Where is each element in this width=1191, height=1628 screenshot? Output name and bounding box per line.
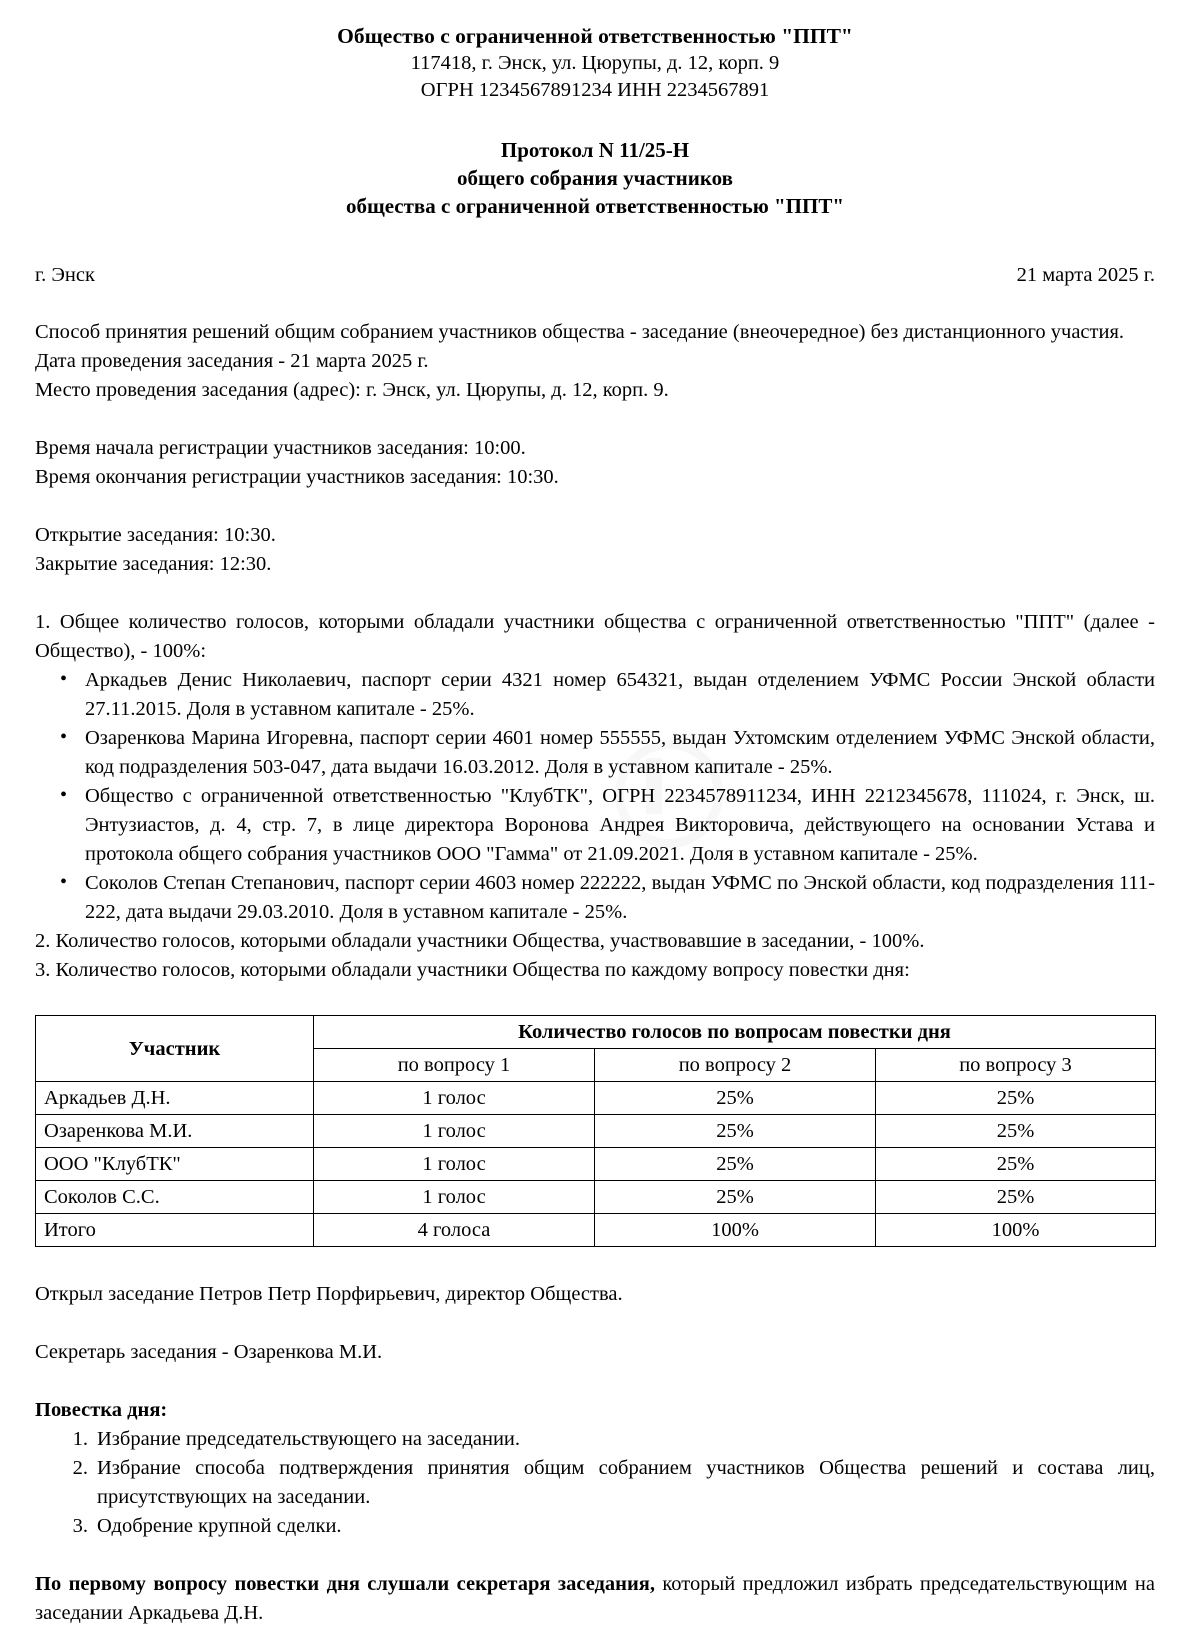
registration-start-time: Время начала регистрации участников заседания: 10:00. [35, 437, 526, 459]
cell-participant-name: Соколов С.С. [36, 1181, 314, 1214]
secretary-block [35, 1338, 1155, 1367]
organization-name: Общество с ограниченной ответственностью "ППТ" [337, 24, 853, 48]
agenda-block [35, 1396, 1155, 1541]
votes-summary-block [35, 608, 1155, 985]
document-title [35, 136, 1155, 220]
list-item [35, 1512, 1155, 1541]
meeting-place: Место проведения заседания (адрес): г. Энск, ул. Цюрупы, д. 12, корп. 9. [35, 379, 669, 401]
table-header-row [36, 1016, 1156, 1049]
organization-registration-numbers: ОГРН 1234567891234 ИНН 2234567891 [420, 79, 770, 101]
participants-list [35, 666, 1155, 927]
cell-total-question-3: 100% [876, 1214, 1156, 1247]
column-header-question-2: по вопросу 2 [595, 1049, 876, 1082]
opening-block [35, 1280, 1155, 1309]
decision-method: Способ принятия решений общим собранием участников общества - заседание (внеочередное) без дистанционного участия. [35, 321, 1125, 343]
votes-table [35, 1015, 1156, 1247]
first-question-bold-lead: По первому вопросу повестки дня слушали секретаря заседания, [35, 1573, 655, 1595]
cell-question-2: 25% [595, 1082, 876, 1115]
document-title-line-1: Протокол N 11/25-Н [500, 138, 690, 162]
table-row [36, 1148, 1156, 1181]
agenda-list [35, 1425, 1155, 1541]
table-row-total [36, 1214, 1156, 1247]
item-2-participating-votes: 2. Количество голосов, которыми обладали участники Общества, участвовавшие в заседании, - 100%. [35, 930, 925, 952]
agenda-item-number: 1. [72, 1428, 88, 1450]
cell-question-1: 1 голос [314, 1148, 595, 1181]
item-3-votes-per-question: 3. Количество голосов, которыми обладали участники Общества по каждому вопросу повестки дня: [35, 959, 910, 981]
cell-question-1: 1 голос [314, 1082, 595, 1115]
opened-by-statement: Открыл заседание Петров Петр Порфирьевич, директор Общества. [35, 1283, 623, 1305]
table-row [36, 1181, 1156, 1214]
session-times-block [35, 521, 1155, 579]
meeting-date: Дата проведения заседания - 21 марта 2025 г. [35, 350, 429, 372]
cell-total-question-1: 4 голоса [314, 1214, 595, 1247]
column-header-votes-group: Количество голосов по вопросам повестки дня [314, 1016, 1156, 1049]
cell-question-2: 25% [595, 1148, 876, 1181]
cell-participant-name: Аркадьев Д.Н. [36, 1082, 314, 1115]
first-question-paragraph [35, 1570, 1155, 1628]
cell-participant-name: ООО "КлубТК" [36, 1148, 314, 1181]
table-row [36, 1082, 1156, 1115]
session-close-time: Закрытие заседания: 12:30. [35, 553, 272, 575]
secretary-statement: Секретарь заседания - Озаренкова М.И. [35, 1341, 383, 1363]
agenda-item-label: Избрание способа подтверждения принятия общим собранием участников Общества решений и состава лиц, присутствующих на заседании. [97, 1457, 1155, 1508]
list-item: • Общество с ограниченной ответственностью "КлубТК", ОГРН 2234578911234, ИНН 2212345678, 111024, г. Энск, ш. Энтузиастов, д. 4, стр. 7, в лице директора Воронова Андрея Викторовича, действующего на основании Устава и протокола общего собрания участников ООО "Гамма" от 21.09.2021. Доля в уставном капитале - 25%. [35, 782, 1155, 869]
registration-block [35, 434, 1155, 492]
table-row [36, 1115, 1156, 1148]
cell-question-1: 1 голос [314, 1115, 595, 1148]
document-header [35, 22, 1155, 104]
item-1-total-votes: 1. Общее количество голосов, которыми обладали участники общества с ограниченной ответственностью "ППТ" (далее - Общество), - 100%: [35, 611, 1155, 662]
column-header-question-1: по вопросу 1 [314, 1049, 595, 1082]
cell-total-question-2: 100% [595, 1214, 876, 1247]
agenda-item-label: Одобрение крупной сделки. [97, 1515, 342, 1537]
agenda-heading: Повестка дня: [35, 1399, 168, 1421]
cell-question-2: 25% [595, 1115, 876, 1148]
organization-address: 117418, г. Энск, ул. Цюрупы, д. 12, корп. 9 [410, 52, 780, 74]
document-title-line-2: общего собрания участников [457, 166, 733, 190]
list-item [35, 1425, 1155, 1454]
agenda-item-number: 2. [72, 1457, 88, 1479]
document-title-line-3: общества с ограниченной ответственностью "ППТ" [345, 194, 845, 218]
list-item: • Соколов Степан Степанович, паспорт серии 4603 номер 222222, выдан УФМС по Энской области, код подразделения 111-222, дата выдачи 29.03.2010. Доля в уставном капитале - 25%. [35, 869, 1155, 927]
column-header-question-3: по вопросу 3 [876, 1049, 1156, 1082]
cell-participant-name: Озаренкова М.И. [36, 1115, 314, 1148]
list-item: • Озаренкова Марина Игоревна, паспорт серии 4601 номер 555555, выдан Ухтомским отделением УФМС Энской области, код подразделения 503-047, дата выдачи 16.03.2012. Доля в уставном капитале - 25%. [35, 724, 1155, 782]
cell-question-3: 25% [876, 1181, 1156, 1214]
cell-total-label: Итого [36, 1214, 314, 1247]
document-content [35, 22, 1155, 1628]
cell-question-3: 25% [876, 1148, 1156, 1181]
list-item [35, 1454, 1155, 1512]
registration-end-time: Время окончания регистрации участников заседания: 10:30. [35, 466, 559, 488]
cell-question-3: 25% [876, 1082, 1156, 1115]
intro-block [35, 318, 1155, 405]
cell-question-2: 25% [595, 1181, 876, 1214]
first-question-block [35, 1570, 1155, 1628]
city: г. Энск [35, 264, 95, 286]
cell-question-3: 25% [876, 1115, 1156, 1148]
column-header-participant: Участник [36, 1016, 314, 1082]
agenda-item-label: Избрание председательствующего на заседании. [97, 1428, 521, 1450]
document-date: 21 марта 2025 г. [1016, 264, 1155, 286]
first-question-rest: который предложил избрать председательствующим на заседании Аркадьева Д.Н. [35, 1573, 1155, 1624]
agenda-item-number: 3. [72, 1515, 88, 1537]
cell-question-1: 1 голос [314, 1181, 595, 1214]
city-and-date [35, 264, 1155, 287]
list-item: • Аркадьев Денис Николаевич, паспорт серии 4321 номер 654321, выдан отделением УФМС России Энской области 27.11.2015. Доля в уставном капитале - 25%. [35, 666, 1155, 724]
session-open-time: Открытие заседания: 10:30. [35, 524, 276, 546]
